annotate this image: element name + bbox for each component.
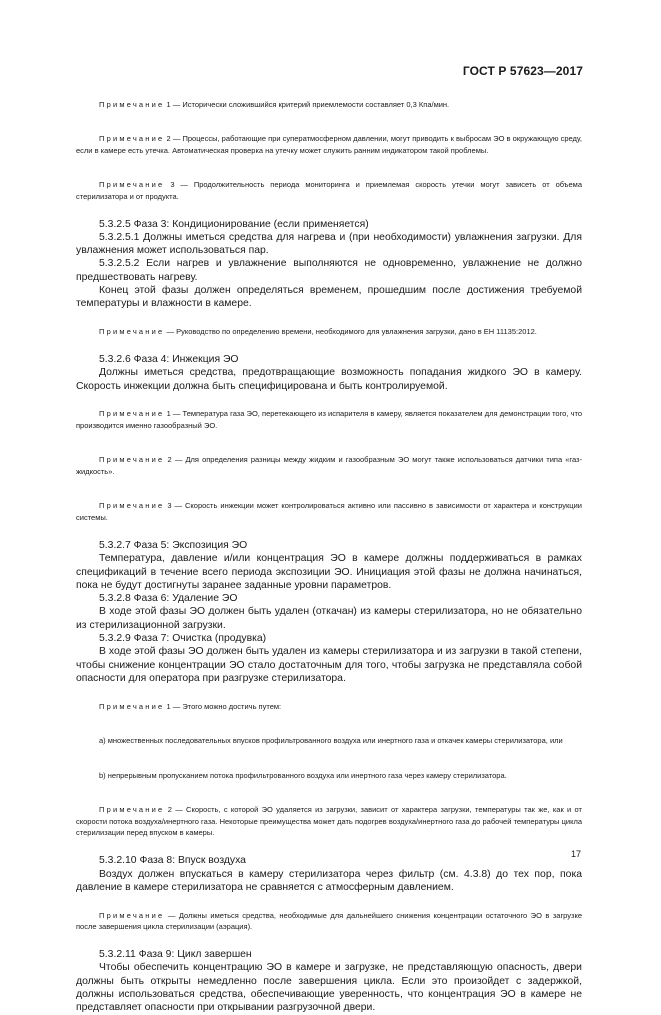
list-item-b: b) непрерывным пропусканием потока профильтрованного воздуха или инертного газа через камеру стерилизатора.	[99, 770, 507, 780]
section-heading-5-3-2-9: 5.3.2.9 Фаза 7: Очистка (продувка)	[99, 633, 267, 645]
note-prefix: Примечание	[99, 910, 165, 920]
paragraph-purge: В ходе этой фазы ЭО должен быть удален из камеры стерилизатора и из загрузки в такой степени, чтобы снижение концентрации ЭО стало достаточным для того, чтобы загрузка не представляла собой опасности для оператора при разгрузке стерилизатора.	[76, 646, 582, 684]
paragraph-5-3-2-5-1: 5.3.2.5.1 Должны иметься средства для нагрева и (при необходимости) увлажнения загрузки. Для увлажнения может использоваться пар.	[76, 231, 582, 257]
note-prefix: Примечание	[99, 501, 165, 511]
paragraph-eo-removal: В ходе этой фазы ЭО должен быть удален (откачан) из камеры стерилизатора, но не обязательно из стерилизационной загрузки.	[76, 606, 582, 631]
note-2-removal-rate: Примечание 2 — Скорость, с которой ЭО удаляется из загрузки, зависит от характера загрузки, температуры так же, как и от скорости потока воздуха/инертного газа. Некоторые преимущества может дать подогрев воздуха/инертного газа до рабочей температуры цикла стерилизации перед впуском в камеры.	[76, 805, 582, 838]
paragraph-cycle-complete: Чтобы обеспечить концентрацию ЭО в камере и загрузке, не представляющую опасность, двери должны быть открыты немедленно после завершения цикла. Если это произойдет с задержкой, должны использоваться средства, обеспечивающие уверенность, что концентрация ЭО в камере не представляет опасности при открывании разгрузочной двери.	[76, 962, 582, 1014]
note-prefix: Примечание	[99, 134, 165, 143]
section-heading-5-3-2-6: 5.3.2.6 Фаза 4: Инжекция ЭО	[99, 354, 239, 366]
note-2-superatmospheric: Примечание 2 — Процессы, работающие при суператмосферном давлении, могут приводить к выбросам ЭО в окружающую среду, если в камере есть утечка. Автоматическая проверка на утечку может служить ранним индикатором такой проблемы.	[76, 134, 582, 155]
note-1-purge-methods: Примечание 1 — Этого можно достичь путем:	[99, 701, 282, 711]
note-prefix: Примечание	[99, 409, 165, 419]
note-humidification-guide: Примечание — Руководство по определению времени, необходимого для увлажнения загрузки, дано в ЕН 11135:2012.	[99, 327, 537, 337]
section-heading-5-3-2-8: 5.3.2.8 Фаза 6: Удаление ЭО	[99, 593, 238, 605]
note-1-gas-temperature: Примечание 1 — Температура газа ЭО, перетекающего из испарителя в камеру, является показателем для демонстрации того, что производится именно газообразный ЭО.	[76, 409, 582, 430]
page-number: 17	[570, 849, 581, 859]
document-body	[76, 91, 582, 1015]
paragraph-exposure: Температура, давление и/или концентрация ЭО в камере должны поддерживаться в рамках спецификаций в течение всего периода экспозиции ЭО. Инициация этой фазы не должна начинаться, пока не будут достигнуты заранее заданные уровни параметров.	[76, 553, 582, 591]
list-item-a: a) множественных последовательных впусков профильтрованного воздуха или инертного газа и откачек камеры стерилизатора, или	[99, 736, 563, 746]
section-heading-5-3-2-11: 5.3.2.11 Фаза 9: Цикл завершен	[99, 949, 252, 961]
note-1-leak-criterion: Примечание 1 — Исторически сложившийся критерий приемлемости составляет 0,3 Кпа/мин.	[99, 99, 450, 109]
note-prefix: Примечание	[99, 701, 165, 711]
note-prefix: Примечание	[99, 455, 165, 465]
note-2-gas-liquid-sensors: Примечание 2 — Для определения разницы между жидким и газообразным ЭО могут также использоваться датчики типа «газ-жидкость».	[76, 455, 582, 476]
note-3-monitoring: Примечание 3 — Продолжительность периода мониторинга и приемлемая скорость утечки могут зависеть от объема стерилизатора и от продукта.	[76, 180, 582, 201]
section-heading-5-3-2-10: 5.3.2.10 Фаза 8: Впуск воздуха	[99, 855, 246, 867]
section-heading-5-3-2-7: 5.3.2.7 Фаза 5: Экспозиция ЭО	[99, 539, 248, 551]
note-aeration: Примечание — Должны иметься средства, необходимые для дальнейшего снижения концентрации остаточного ЭО в загрузке после завершения цикла стерилизации (аэрация).	[76, 910, 582, 932]
paragraph-air-inlet: Воздух должен впускаться в камеру стерилизатора через фильтр (см. 4.3.8) до тех пор, пока давление в камере стерилизатора не сравняется с атмосферным давлением.	[76, 868, 582, 893]
note-3-injection-rate: Примечание 3 — Скорость инжекции может контролироваться активно или пассивно в зависимости от характера и конструкции системы.	[76, 501, 582, 522]
paragraph-5-3-2-5-2: 5.3.2.5.2 Если нагрев и увлажнение выполняются не одновременно, увлажнение не должно предшествовать нагреву.	[76, 258, 582, 283]
note-prefix: Примечание	[99, 327, 165, 337]
note-prefix: Примечание	[99, 180, 165, 189]
paragraph-phase-end: Конец этой фазы должен определяться временем, прошедшим после достижения требуемой температуры и влажности в камере.	[76, 284, 582, 310]
paragraph-injection: Должны иметься средства, предотвращающие возможность попадания жидкого ЭО в камеру. Скорость инжекции должна быть специфицирована и быть контролируемой.	[76, 367, 582, 392]
section-heading-5-3-2-5: 5.3.2.5 Фаза 3: Кондиционирование (если применяется)	[99, 218, 369, 230]
note-prefix: Примечание	[99, 805, 165, 815]
standard-code-header: ГОСТ Р 57623—2017	[462, 64, 583, 78]
note-prefix: Примечание	[99, 99, 165, 109]
